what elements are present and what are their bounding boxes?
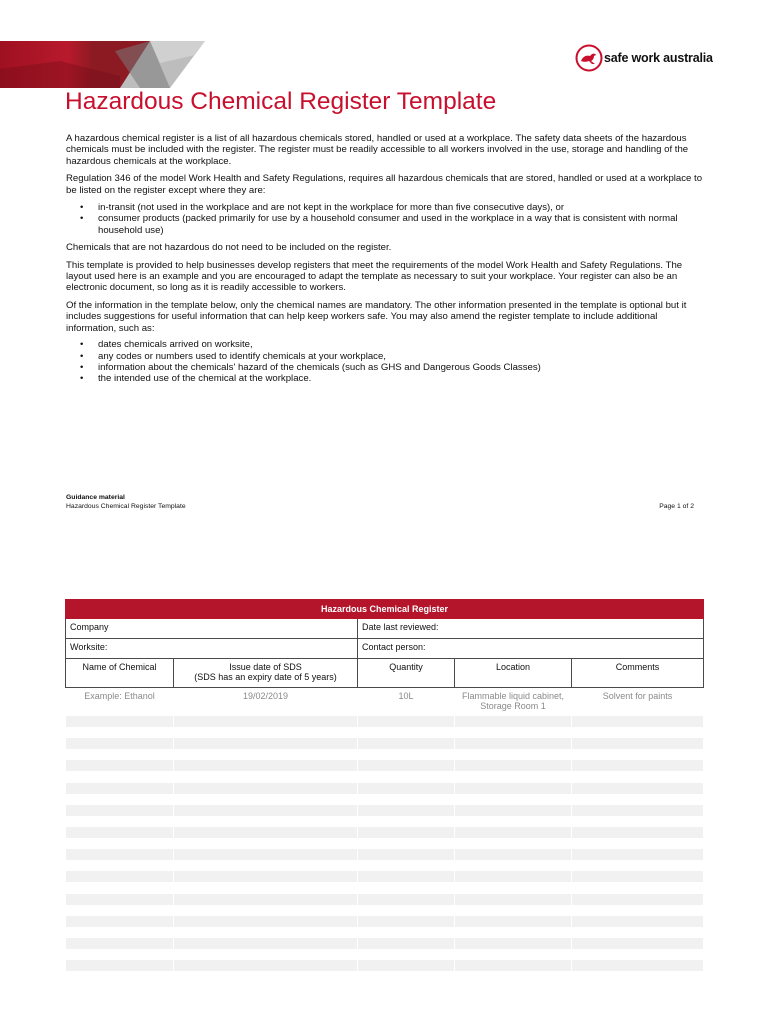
table-cell[interactable] — [174, 805, 358, 816]
table-cell[interactable] — [174, 905, 358, 916]
footer-guidance-label: Guidance material — [66, 494, 125, 501]
table-cell[interactable] — [358, 927, 455, 938]
intro-paragraph-4: This template is provided to help businesses develop registers that meet the requirements of the model Work Health and Safety Regulations. The layout used here is an example and you are encouraged to adapt the template as necessary to suit your workplace. Your register can also be an electronic document, so long as it is readily accessible to workers. — [66, 259, 683, 294]
table-cell[interactable] — [455, 971, 572, 982]
table-cell[interactable] — [572, 771, 704, 782]
table-cell[interactable] — [174, 749, 358, 760]
column-header-comments: Comments — [572, 659, 704, 688]
example-quantity: 10L — [398, 691, 414, 701]
table-cell[interactable] — [572, 816, 704, 827]
table-row[interactable] — [66, 860, 704, 871]
table-cell[interactable] — [455, 716, 572, 727]
table-cell[interactable] — [358, 938, 455, 949]
table-row[interactable] — [66, 771, 704, 782]
table-cell[interactable] — [174, 927, 358, 938]
page-title: Hazardous Chemical Register Template — [65, 88, 497, 115]
table-cell[interactable] — [572, 760, 704, 771]
intro-paragraph-2: Regulation 346 of the model Work Health and Safety Regulations, requires all hazardous chemicals that are stored, handled or used at a workplace to be listed on the register except where they are: — [66, 173, 703, 196]
table-cell[interactable] — [174, 871, 358, 882]
column-header-location: Location — [455, 659, 572, 688]
kangaroo-emblem-icon — [575, 44, 603, 72]
table-row[interactable] — [66, 927, 704, 938]
table-cell[interactable] — [572, 838, 704, 849]
safe-work-australia-logo — [575, 44, 713, 72]
table-cell[interactable] — [358, 838, 455, 849]
table-cell[interactable] — [174, 860, 358, 871]
table-cell[interactable] — [66, 749, 174, 760]
table-row[interactable] — [66, 971, 704, 982]
table-cell[interactable] — [572, 738, 704, 749]
table-row[interactable] — [66, 882, 704, 893]
table-cell[interactable] — [66, 805, 174, 816]
table-cell[interactable] — [358, 871, 455, 882]
table-row[interactable] — [66, 838, 704, 849]
table-cell[interactable] — [66, 760, 174, 771]
table-cell[interactable] — [358, 949, 455, 960]
table-cell[interactable] — [455, 860, 572, 871]
table-cell[interactable] — [455, 938, 572, 949]
list-item: • the intended use of the chemical at the workplace. — [66, 373, 706, 384]
table-row[interactable] — [66, 749, 704, 760]
table-cell[interactable] — [455, 916, 572, 927]
table-cell[interactable] — [66, 716, 174, 727]
table-row[interactable] — [66, 727, 704, 738]
example-row — [66, 688, 704, 717]
table-cell[interactable] — [174, 838, 358, 849]
table-cell[interactable] — [455, 871, 572, 882]
table-cell[interactable] — [455, 838, 572, 849]
table-row[interactable] — [66, 794, 704, 805]
table-cell[interactable] — [358, 783, 455, 794]
table-row[interactable] — [66, 894, 704, 905]
table-cell[interactable] — [572, 882, 704, 893]
table-row[interactable] — [66, 949, 704, 960]
table-cell[interactable] — [358, 716, 455, 727]
table-cell[interactable] — [66, 871, 174, 882]
table-cell[interactable] — [572, 860, 704, 871]
table-cell[interactable] — [455, 849, 572, 860]
table-cell[interactable] — [358, 749, 455, 760]
table-row[interactable] — [66, 871, 704, 882]
column-header-quantity: Quantity — [358, 659, 455, 688]
table-cell[interactable] — [66, 971, 174, 982]
table-cell[interactable] — [455, 727, 572, 738]
table-cell[interactable] — [455, 749, 572, 760]
table-cell[interactable] — [66, 738, 174, 749]
table-cell[interactable] — [572, 805, 704, 816]
table-row[interactable] — [66, 805, 704, 816]
table-cell[interactable] — [174, 894, 358, 905]
table-cell[interactable] — [66, 838, 174, 849]
table-cell[interactable] — [455, 827, 572, 838]
table-cell[interactable] — [358, 760, 455, 771]
table-cell[interactable] — [455, 905, 572, 916]
table-cell[interactable] — [174, 971, 358, 982]
example-name: Example: Ethanol — [84, 691, 155, 701]
table-cell[interactable] — [455, 894, 572, 905]
table-cell[interactable] — [455, 949, 572, 960]
table-cell[interactable] — [174, 827, 358, 838]
table-cell[interactable] — [572, 916, 704, 927]
example-location: Flammable liquid cabinet, Storage Room 1 — [461, 691, 565, 711]
table-cell[interactable] — [455, 816, 572, 827]
table-cell[interactable] — [358, 971, 455, 982]
table-cell[interactable] — [572, 894, 704, 905]
table-row[interactable] — [66, 816, 704, 827]
table-cell[interactable] — [358, 905, 455, 916]
table-cell[interactable] — [572, 749, 704, 760]
additional-info-list — [66, 339, 706, 385]
table-cell[interactable] — [455, 760, 572, 771]
table-cell[interactable] — [174, 960, 358, 971]
table-cell[interactable] — [66, 827, 174, 838]
table-row[interactable] — [66, 916, 704, 927]
table-cell[interactable] — [572, 783, 704, 794]
table-cell[interactable] — [358, 727, 455, 738]
table-cell[interactable] — [174, 760, 358, 771]
table-cell[interactable] — [572, 949, 704, 960]
table-cell[interactable] — [572, 827, 704, 838]
table-cell[interactable] — [358, 960, 455, 971]
table-row[interactable] — [66, 849, 704, 860]
table-cell[interactable] — [174, 727, 358, 738]
register-title: Hazardous Chemical Register — [66, 600, 704, 619]
table-cell[interactable] — [174, 738, 358, 749]
table-cell[interactable] — [358, 771, 455, 782]
intro-section — [66, 133, 706, 391]
worksite-field[interactable]: Worksite: — [66, 639, 358, 659]
table-cell[interactable] — [358, 849, 455, 860]
table-cell[interactable] — [358, 894, 455, 905]
table-cell[interactable] — [66, 727, 174, 738]
table-cell[interactable] — [66, 882, 174, 893]
table-row[interactable] — [66, 783, 704, 794]
table-cell[interactable] — [66, 849, 174, 860]
table-cell[interactable] — [572, 727, 704, 738]
table-cell[interactable] — [66, 860, 174, 871]
table-cell[interactable] — [66, 938, 174, 949]
page-number: Page 1 of 2 — [659, 503, 694, 510]
table-cell[interactable] — [174, 882, 358, 893]
example-sds-date: 19/02/2019 — [242, 691, 289, 701]
table-cell[interactable] — [174, 949, 358, 960]
list-item: • in-transit (not used in the workplace and are not kept in the workplace for more than five consecutive days), or — [66, 202, 706, 213]
hazardous-chemical-register-table — [65, 599, 704, 982]
list-item: • information about the chemicals' hazard of the chemicals (such as GHS and Dangerous Goods Classes) — [66, 362, 706, 373]
list-item: • dates chemicals arrived on worksite, — [66, 339, 706, 350]
intro-paragraph-5: Of the information in the template below, only the chemical names are mandatory. The other information presented in the template is optional but it includes suggestions for useful information that can help keep workers safe. You may also amend the register template to include additional information, such as: — [66, 299, 687, 334]
table-cell[interactable] — [174, 916, 358, 927]
table-cell[interactable] — [174, 938, 358, 949]
table-cell[interactable] — [572, 927, 704, 938]
table-cell[interactable] — [66, 927, 174, 938]
table-cell[interactable] — [572, 794, 704, 805]
table-cell[interactable] — [174, 849, 358, 860]
table-cell[interactable] — [572, 971, 704, 982]
logo-text: safe work australia — [604, 51, 713, 65]
header-banner — [0, 41, 205, 88]
table-cell[interactable] — [66, 960, 174, 971]
table-cell[interactable] — [572, 716, 704, 727]
table-cell[interactable] — [174, 783, 358, 794]
table-row[interactable] — [66, 716, 704, 727]
blank-entry-rows — [66, 716, 704, 982]
table-cell[interactable] — [358, 827, 455, 838]
company-field[interactable]: Company — [66, 619, 358, 639]
table-cell[interactable] — [174, 816, 358, 827]
table-cell[interactable] — [455, 960, 572, 971]
table-cell[interactable] — [358, 794, 455, 805]
table-cell[interactable] — [572, 938, 704, 949]
table-cell[interactable] — [66, 771, 174, 782]
contact-person-field[interactable]: Contact person: — [358, 639, 704, 659]
table-cell[interactable] — [455, 783, 572, 794]
table-cell[interactable] — [358, 738, 455, 749]
intro-paragraph-1: A hazardous chemical register is a list of all hazardous chemicals stored, handled or used at a workplace. The safety data sheets of the hazardous chemicals must be included with the register. The register must be readily accessible to all workers involved in the use, storage and handling of the hazardous chemicals at the workplace. — [66, 133, 689, 167]
table-cell[interactable] — [66, 949, 174, 960]
table-row[interactable] — [66, 960, 704, 971]
table-cell[interactable] — [455, 882, 572, 893]
table-cell[interactable] — [455, 771, 572, 782]
table-row[interactable] — [66, 905, 704, 916]
table-cell[interactable] — [358, 816, 455, 827]
table-cell[interactable] — [66, 783, 174, 794]
table-cell[interactable] — [174, 771, 358, 782]
table-cell[interactable] — [66, 816, 174, 827]
page-footer — [66, 493, 696, 511]
table-cell[interactable] — [455, 738, 572, 749]
table-row[interactable] — [66, 827, 704, 838]
table-row[interactable] — [66, 738, 704, 749]
table-cell[interactable] — [572, 871, 704, 882]
list-item: • any codes or numbers used to identify chemicals at your workplace, — [66, 351, 706, 362]
table-cell[interactable] — [66, 905, 174, 916]
table-cell[interactable] — [572, 849, 704, 860]
table-cell[interactable] — [66, 894, 174, 905]
list-item: • consumer products (packed primarily for use by a household consumer and used in the workplace in a way that is consistent with normal household use) — [66, 213, 706, 236]
table-cell[interactable] — [572, 905, 704, 916]
table-cell[interactable] — [358, 916, 455, 927]
intro-paragraph-3: Chemicals that are not hazardous do not need to be included on the register. — [66, 242, 392, 254]
table-cell[interactable] — [572, 960, 704, 971]
table-cell[interactable] — [358, 860, 455, 871]
example-comments: Solvent for paints — [602, 691, 673, 701]
table-cell[interactable] — [358, 805, 455, 816]
table-cell[interactable] — [358, 882, 455, 893]
column-header-sds-date: Issue date of SDS (SDS has an expiry date of 5 years) — [174, 659, 358, 688]
column-header-name: Name of Chemical — [66, 659, 174, 688]
table-cell[interactable] — [455, 794, 572, 805]
footer-doc-title: Hazardous Chemical Register Template — [66, 503, 186, 510]
table-cell[interactable] — [66, 794, 174, 805]
table-row[interactable] — [66, 938, 704, 949]
table-row[interactable] — [66, 760, 704, 771]
table-cell[interactable] — [174, 716, 358, 727]
table-cell[interactable] — [174, 794, 358, 805]
date-reviewed-field[interactable]: Date last reviewed: — [358, 619, 704, 639]
exceptions-list — [66, 202, 706, 236]
table-cell[interactable] — [455, 927, 572, 938]
table-cell[interactable] — [66, 916, 174, 927]
table-cell[interactable] — [455, 805, 572, 816]
